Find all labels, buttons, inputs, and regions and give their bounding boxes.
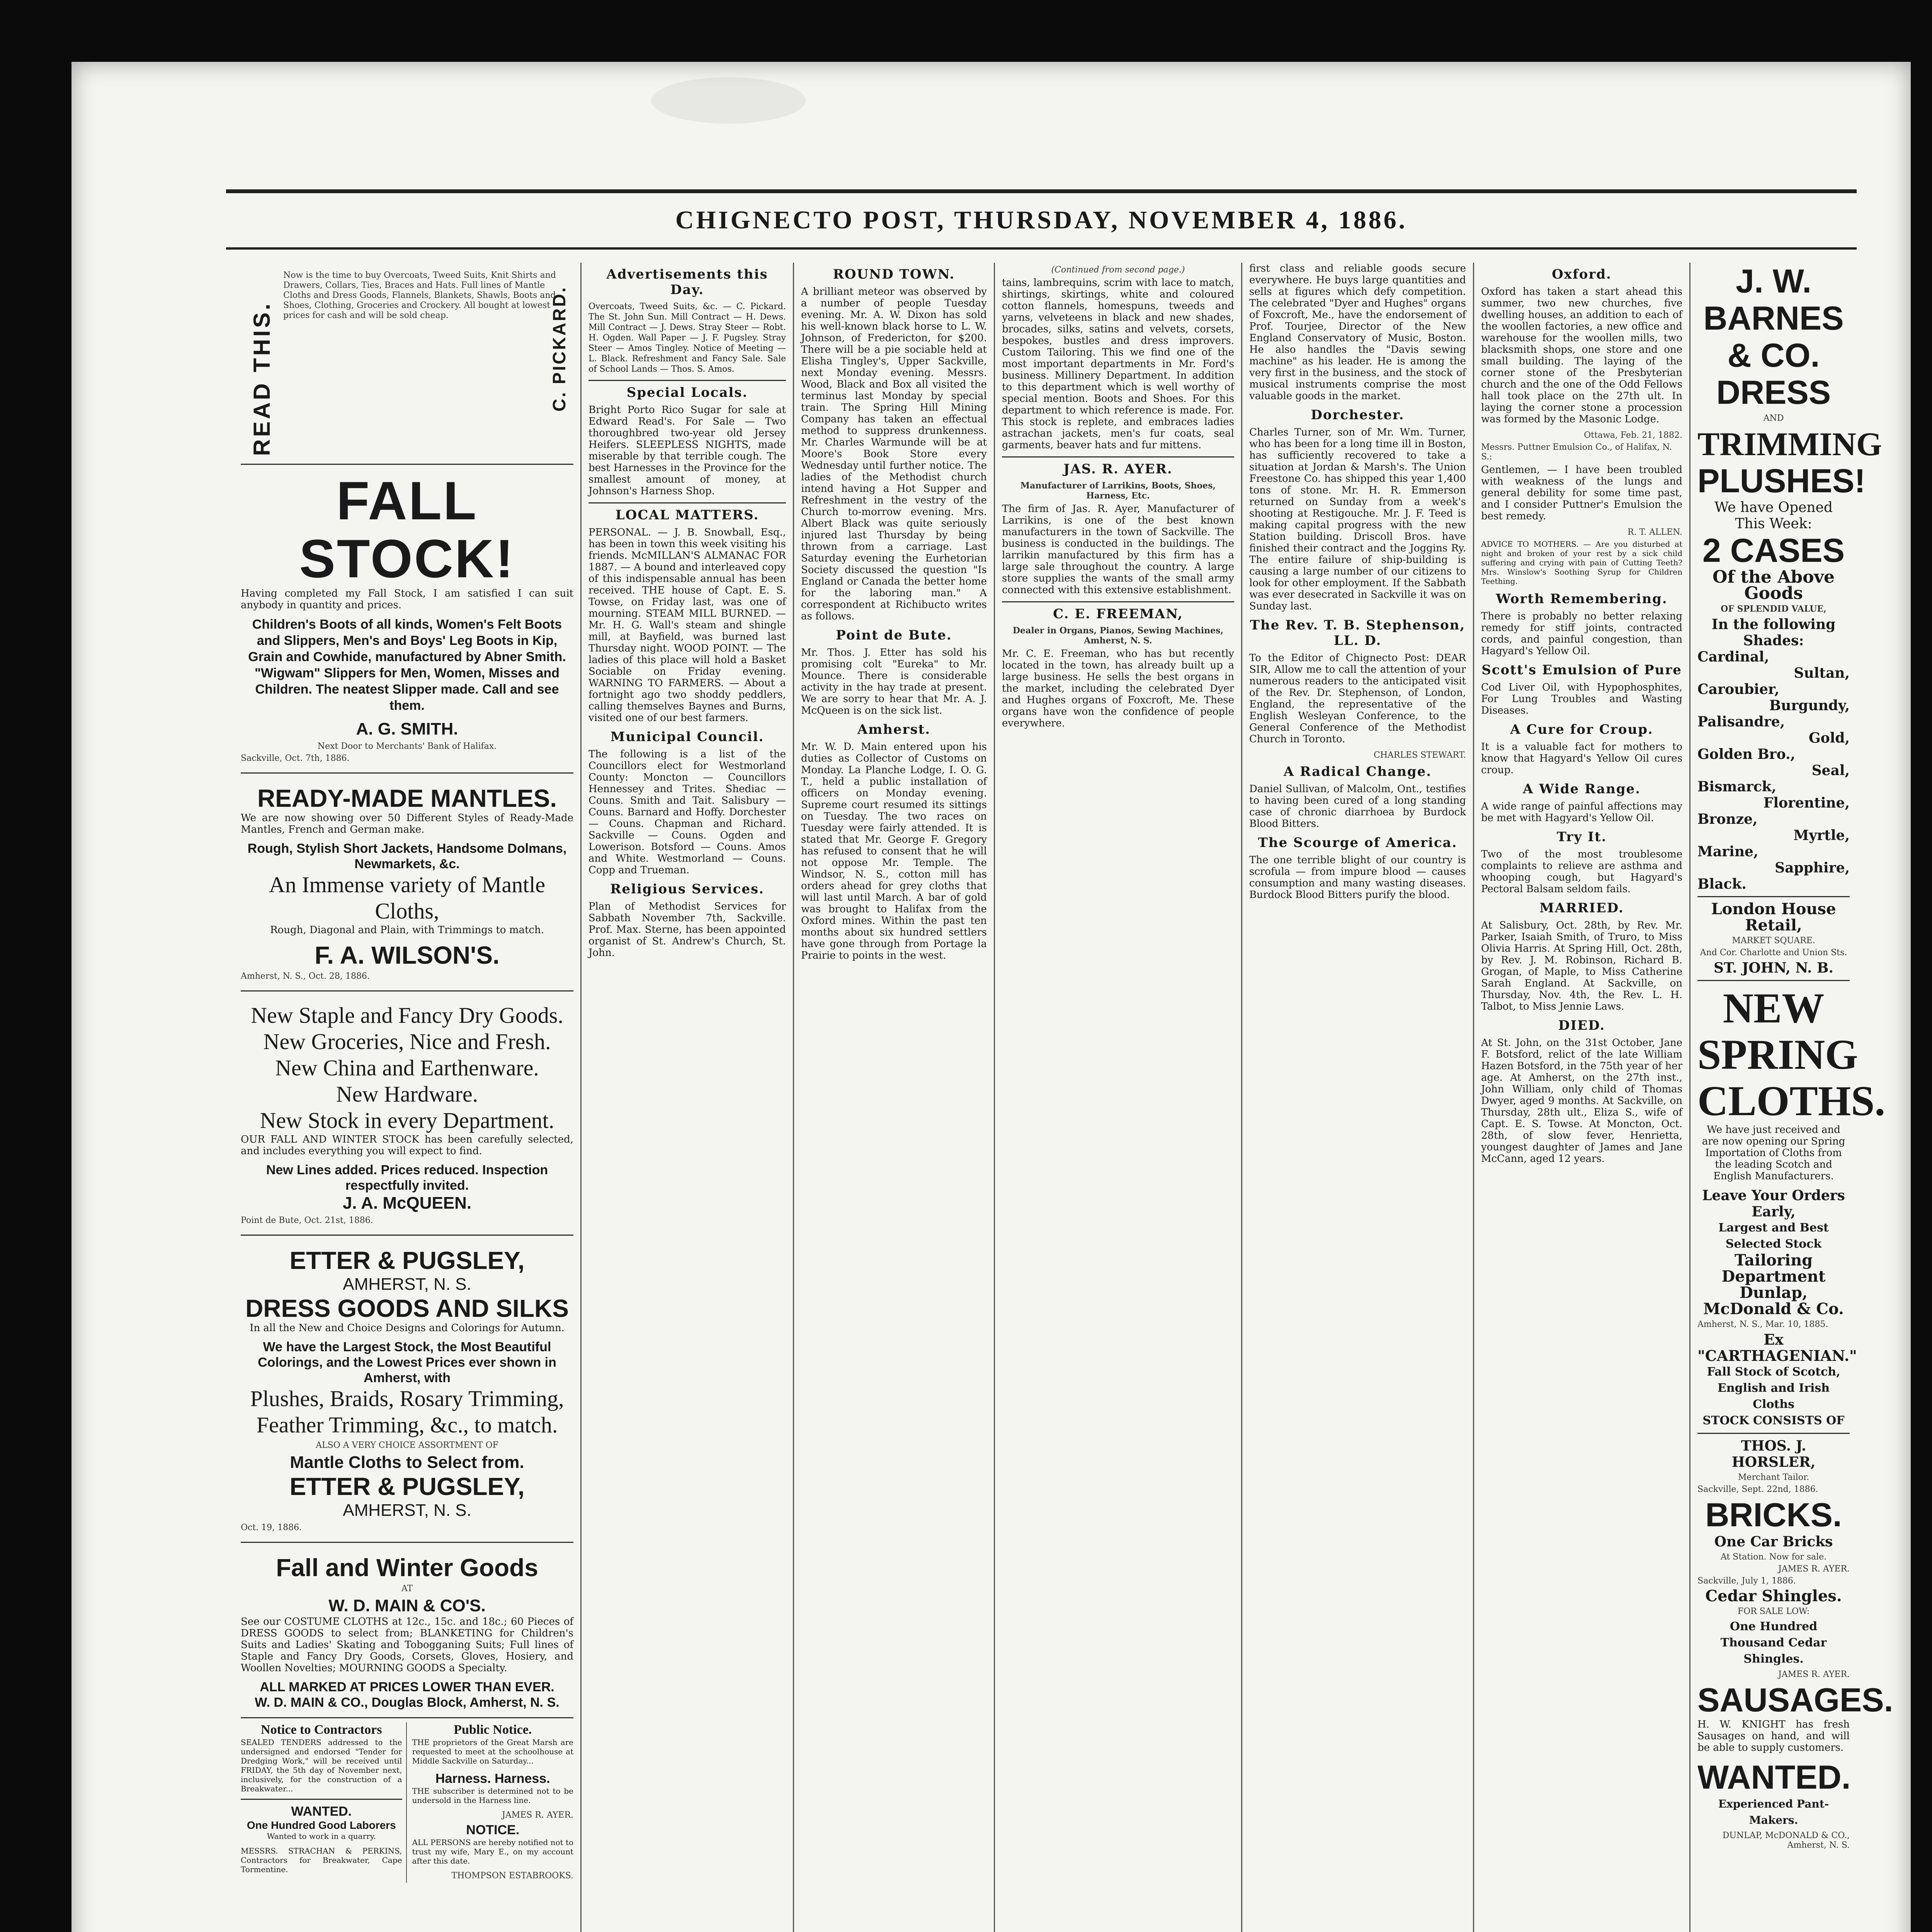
- public-notice-group: [412, 1722, 574, 1883]
- fall-stock-cloths: Fall Stock of Scotch, English and Irish Cloths: [1707, 1365, 1840, 1411]
- mcqueen-name: J. A. McQUEEN.: [342, 1194, 472, 1213]
- married-heading: MARRIED.: [1539, 900, 1624, 916]
- etter-pugsley-ad: [241, 1240, 573, 1543]
- corner-line: And Cor. Charlotte and Union Sts.: [1700, 948, 1847, 957]
- scourge-heading: The Scourge of America.: [1258, 835, 1458, 850]
- smith-address: Next Door to Merchants' Bank of Halifax.: [317, 742, 497, 751]
- public-notice-heading: Public Notice.: [454, 1723, 532, 1737]
- wanted-pant-heading: WANTED.: [1697, 1759, 1851, 1796]
- wilson-date: Amherst, N. S., Oct. 28, 1886.: [241, 971, 370, 981]
- shade-item: Golden Bro.,: [1697, 746, 1796, 762]
- winter-stock-text: OUR FALL AND WINTER STOCK has been carefully selected, and includes everything you will expect to find.: [241, 1134, 573, 1157]
- immense-line: An Immense variety of Mantle Cloths,: [269, 872, 546, 923]
- dorchester-body: Charles Turner, son of Mr. Wm. Turner, who has been for a long time ill in Boston, has sufficiently recovered to take a situation at Jordan & Marsh's. The Union Freestone Co. has shipped this year 1,400 tons of stone. Mr. H. R. Emmerson returned on Sunday from a week's shooting at Restigouche. Mr. J. F. Teed is making capital progress with the new Station building. Driscoll Bros. have finished their contract and the Joggins Ry. The entire failure of ship-building is causing a large number of our citizens to look for other employment. If the Sabbath was ever desecrated in Sackville it was on Sunday last.: [1249, 427, 1466, 612]
- carthagenian-heading: Ex "CARTHAGENIAN.": [1697, 1331, 1857, 1364]
- shade-item: Myrtle,: [1793, 827, 1850, 844]
- columns: [234, 263, 1893, 1932]
- etter-location-2: AMHERST, N. S.: [343, 1501, 471, 1520]
- mantles-sub: We are now showing over 50 Different Styles of Ready-Made Mantles, French and German make.: [241, 812, 573, 835]
- column-1: [234, 263, 582, 1932]
- shade-item: Cardinal,: [1697, 649, 1769, 665]
- harness-body: THE subscriber is determined not to be undersold in the Harness line.: [412, 1786, 573, 1805]
- round-town-body: A brilliant meteor was observed by a number of people Tuesday evening. Mr. A. W. Dixon has sold his well-known black horse to L. W. Johnson, of Fredericton, for $200. There will be a pie sociable held at Elisha Tingley's, Upper Sackville, next Monday evening. Messrs. Wood, Black and Box all visited the terminus last Monday by special train. The Spring Hill Mining Company has taken an effectual method to suppress drunkenness. Mr. Charles Warmunde will be at Moore's Book Store every Wednesday until further notice. The ladies of the Methodist church intend having a Hot Supper and Refreshment in the vestry of the Church to-morrow evening. Mrs. Albert Black was quite seriously injured last Thursday by being thrown from a carriage. Last Saturday evening the Eurhetorian Society discussed the question "Is England or Canada the better home for the laboring man." A correspondent at Richibucto writes as follows.: [801, 286, 987, 622]
- wilson-name: F. A. WILSON'S.: [315, 941, 500, 969]
- laborers-sub: Wanted to work in a quarry.: [267, 1832, 376, 1841]
- shades-list: [1697, 649, 1850, 892]
- married-body: At Salisbury, Oct. 28th, by Rev. Mr. Parker, Isaiah Smith, of Truro, to Miss Olivia Harris. At Spring Hill, Oct. 28th, by Rev. J. M. Robinson, Richard B. Grogan, of Maple, to Miss Catherine Sarah England. At Sackville, on Thursday, Nov. 4th, the Rev. L. H. Talbot, to Miss Jennie Laws.: [1481, 920, 1682, 1012]
- amherst-heading: Amherst.: [857, 722, 931, 737]
- shade-item: Black.: [1697, 876, 1747, 892]
- harness-heading: Harness. Harness.: [435, 1771, 550, 1786]
- tailoring-department: Tailoring Department: [1721, 1251, 1826, 1286]
- radical-body: Daniel Sullivan, of Malcolm, Ont., testifies to having been cured of a long standing case of chronic diarrhoea by Burdock Blood Bitters.: [1249, 783, 1466, 830]
- ayer-cedar-sig: JAMES R. AYER.: [1778, 1670, 1850, 1679]
- costume-text: See our COSTUME CLOTHS at 12c., 15c. and 18c.; 60 Pieces of DRESS GOODS to select from; BLANKETING for Children's Suits and Ladies' Skating and Tobogganing Suits; Full lines of Staple and Fancy Dry Goods, Corsets, Gloves, Hosiery, and Woollen Novelties; MOURNING GOODS a Specialty.: [241, 1616, 573, 1674]
- horsler-heading: THOS. J. HORSLER,: [1731, 1438, 1816, 1470]
- for-sale-low: FOR SALE LOW:: [1737, 1607, 1810, 1616]
- divider: [1697, 980, 1850, 981]
- wanted-heading: WANTED.: [291, 1804, 352, 1819]
- ads-today-heading: Advertisements this Day.: [606, 267, 768, 298]
- etter-date: Oct. 19, 1886.: [241, 1523, 302, 1532]
- dress-goods-heading: DRESS GOODS AND SILKS: [245, 1294, 569, 1322]
- stephenson-signature: CHARLES STEWART.: [1373, 750, 1466, 760]
- oxford-heading: Oxford.: [1552, 267, 1612, 282]
- jackets-line: Rough, Stylish Short Jackets, Handsome Dolmans, Newmarkets, &c.: [247, 841, 567, 871]
- staple-line-3: New China and Earthenware.: [275, 1055, 539, 1080]
- new-spring-cloths-heading: NEW SPRING CLOTHS.: [1697, 985, 1885, 1124]
- two-cases: 2 CASES: [1702, 532, 1845, 569]
- market-square: MARKET SQUARE.: [1732, 936, 1815, 946]
- largest-stock-text: We have the Largest Stock, the Most Beautiful Colorings, and the Lowest Prices ever shown in Amherst, with: [258, 1340, 556, 1385]
- notice-heading: NOTICE.: [466, 1823, 520, 1837]
- column-5: [1242, 263, 1474, 1932]
- also-line: ALSO A VERY CHOICE ASSORTMENT OF: [316, 1440, 498, 1450]
- puttner-address: Messrs. Puttner Emulsion Co., of Halifax, N. S.:: [1481, 442, 1672, 462]
- shade-item: Burgundy,: [1769, 697, 1850, 714]
- newspaper-page: [71, 62, 1911, 1932]
- plushes-heading: PLUSHES!: [1697, 463, 1866, 500]
- mantle-cloths-line: Mantle Cloths to Select from.: [290, 1453, 524, 1472]
- barnes-heading: J. W. BARNES & CO.: [1703, 263, 1844, 374]
- divider: [1002, 456, 1234, 457]
- divider: [1697, 896, 1850, 897]
- mantles-ad: [241, 777, 573, 992]
- freeman-heading: C. E. FREEMAN,: [1053, 606, 1183, 622]
- marked-lower-text: ALL MARKED AT PRICES LOWER THAN EVER.: [260, 1680, 554, 1694]
- sausages-body: H. W. KNIGHT has fresh Sausages on hand, and will be able to supply customers.: [1697, 1719, 1850, 1753]
- london-house: London House Retail,: [1711, 900, 1836, 934]
- freeman-body: Mr. C. E. Freeman, who has but recently located in the town, has already built up a large business. He sells the best organs in the market, including the celebrated Dyer and Hughes organs of Foxcroft, Me. These organs have won the confidence of people everywhere.: [1002, 648, 1234, 729]
- contractors-body: SEALED TENDERS addressed to the undersigned and endorsed "Tender for Dredging Work," will be received until FRIDAY, the 5th day of November next, inclusively, for the construction of a Breakwater...: [241, 1738, 402, 1793]
- shade-item: Marine,: [1697, 844, 1759, 860]
- following-line: In the following Shades:: [1711, 616, 1836, 649]
- religious-heading: Religious Services.: [610, 881, 764, 897]
- worth-heading: Worth Remembering.: [1496, 591, 1668, 607]
- contractors-heading: Notice to Contractors: [261, 1723, 382, 1737]
- dunlap-heading: Dunlap, McDonald & Co.: [1703, 1284, 1844, 1318]
- at-line: AT: [401, 1584, 413, 1594]
- notice-body: ALL PERSONS are hereby notified not to trust my wife, Mary E., on my account after this date.: [412, 1838, 573, 1866]
- mcqueen-date: Point de Bute, Oct. 21st, 1886.: [241, 1216, 373, 1225]
- leave-orders: Leave Your Orders Early,: [1702, 1187, 1845, 1220]
- scourge-body: The one terrible blight of our country is scrofula — from impure blood — causes consumption and many wasting diseases. Burdock Blood Bitters purify the blood.: [1249, 854, 1466, 901]
- ayer-subheading: Manufacturer of Larrikins, Boots, Shoes, Harness, Etc.: [1020, 481, 1216, 501]
- shade-item: Seal,: [1811, 762, 1850, 779]
- shade-item: Caroubier,: [1697, 681, 1779, 697]
- municipal-heading: Municipal Council.: [610, 729, 764, 745]
- pant-makers: Experienced Pant-Makers.: [1718, 1798, 1829, 1827]
- main-co-signature: W. D. MAIN & CO., Douglas Block, Amherst, N. S.: [255, 1695, 560, 1710]
- divider: [588, 502, 786, 503]
- ayer-heading: JAS. R. AYER.: [1063, 461, 1173, 477]
- stock-consists: STOCK CONSISTS OF: [1702, 1414, 1845, 1427]
- etter-heading: ETTER & PUGSLEY,: [289, 1247, 525, 1274]
- ayer-bricks-sig: JAMES R. AYER.: [1778, 1564, 1850, 1574]
- cedar-heading: Cedar Shingles.: [1705, 1587, 1842, 1605]
- dress-heading: DRESS: [1716, 374, 1831, 411]
- notice-signature: THOMPSON ESTABROOKS.: [451, 1871, 573, 1881]
- plushes-line: Plushes, Braids, Rosary Trimming, Feather Trimming, &c., to match.: [250, 1386, 564, 1437]
- smith-name: A. G. SMITH.: [356, 719, 458, 738]
- read-this-heading: READ THIS.: [249, 301, 275, 456]
- divider: [1002, 601, 1234, 602]
- croup-body: It is a valuable fact for mothers to know that Hagyard's Yellow Oil cures croup.: [1481, 741, 1682, 776]
- special-locals-body: Bright Porto Rico Sugar for sale at Edward Read's. For Sale — Two thoroughbred two-year old Jersey Heifers. SLEEPLESS NIGHTS, made miserable by that terrible cough. The best Harnesses in the Province for the smallest amount of money, at Johnson's Harness Shop.: [588, 404, 786, 497]
- round-town-heading: ROUND TOWN.: [833, 267, 955, 282]
- smith-date: Sackville, Oct. 7th, 1886.: [241, 753, 350, 763]
- dorchester-heading: Dorchester.: [1311, 407, 1405, 423]
- fall-stock-ad: [241, 465, 573, 774]
- dunlap-date: Amherst, N. S., Mar. 10, 1885.: [1697, 1320, 1828, 1329]
- column-7: [1690, 263, 1893, 1932]
- wide-range-heading: A Wide Range.: [1523, 781, 1641, 797]
- merchant-tailor: Merchant Tailor.: [1738, 1473, 1810, 1482]
- scotts-body: Cod Liver Oil, with Hypophosphites, For Lung Troubles and Wasting Diseases.: [1481, 682, 1682, 716]
- divider: [241, 1799, 402, 1800]
- spring-body: We have just received and are now opening our Spring Importation of Cloths from the leading Scotch and English Manufacturers.: [1702, 1124, 1845, 1182]
- fall-stock-heading: FALL STOCK!: [299, 470, 515, 589]
- scotts-heading: Scott's Emulsion of Pure: [1481, 662, 1682, 678]
- laborers-heading: One Hundred Good Laborers: [247, 1819, 396, 1831]
- local-matters-heading: LOCAL MATTERS.: [615, 507, 759, 523]
- freeman-subheading: Dealer in Organs, Pianos, Sewing Machines, Amherst, N. S.: [1012, 626, 1224, 646]
- mcqueen-ad: [241, 995, 573, 1236]
- ayer-signature: JAMES R. AYER.: [502, 1810, 573, 1820]
- municipal-body: The following is a list of the Councillors elect for Westmorland County: Moncton — Councillors Hennessey and Trites. Shediac — Couns. Smith and Tait. Salisbury — Couns. Barnard and Hoffy. Dorchester — Couns. Chapman and Richard. Sackville — Couns. Ogden and Lowerison. Botsford — Couns. Amos and White. Westmorland — Couns. Copp and Trueman.: [588, 748, 786, 876]
- splendid-line: OF SPLENDID VALUE,: [1721, 604, 1827, 614]
- died-heading: DIED.: [1558, 1018, 1605, 1033]
- column-4: [995, 263, 1242, 1932]
- mothers-advice: ADVICE TO MOTHERS. — Are you disturbed at night and broken of your rest by a sick child suffering and crying with pain of Cutting Teeth? Mrs. Winslow's Soothing Syrup for Children Teething.: [1481, 539, 1682, 586]
- contractors-notice: [241, 1722, 407, 1883]
- puttner-signature: R. T. ALLEN.: [1628, 527, 1682, 537]
- worth-body: There is probably no better relaxing remedy for stiff joints, contracted cords, and painful congestion, than Hagyard's Yellow Oil.: [1481, 611, 1682, 657]
- dress-goods-sub: In all the New and Choice Designs and Colorings for Autumn.: [250, 1322, 565, 1334]
- bottom-notices: [241, 1722, 573, 1883]
- read-this-body: Now is the time to buy Overcoats, Tweed Suits, Knit Shirts and Drawers, Collars, Ties, Braces and Hats. Full lines of Mantle Cloths and Dress Goods, Flannels, Blankets, Shawls, Boots and Shoes, Clothing, Groceries and Crockery. All bought at lowest prices for cash and will be sold cheap.: [283, 270, 556, 320]
- try-it-body: Two of the most troublesome complaints to relieve are asthma and whooping cough, but Hagyard's Pectoral Balsam seldom fails.: [1481, 849, 1682, 895]
- read-this-signature: C. PICKARD.: [549, 286, 569, 412]
- staple-line-2: New Groceries, Nice and Fresh.: [263, 1029, 551, 1054]
- continued-note: (Continued from second page.): [1051, 265, 1185, 275]
- ayer-bricks-date: Sackville, July 1, 1886.: [1697, 1576, 1796, 1586]
- paper-stain: [651, 77, 806, 124]
- croup-heading: A Cure for Croup.: [1510, 722, 1653, 737]
- died-body: At St. John, on the 31st October, Jane F. Botsford, relict of the late William Hazen Botsford, in the 75th year of her age. At Amherst, on the 27th inst., John William, only child of Thomas Dwyer, aged 9 months. At Sackville, on Thursday, 28th ult., Eliza S., wife of Capt. E. S. Towse. At Moncton, Oct. 28th, of slow fever, Henrietta, youngest daughter of James and Jane McCann, aged 12 years.: [1481, 1037, 1682, 1165]
- main-co-ad: [241, 1547, 573, 1718]
- shade-item: Palisandre,: [1697, 714, 1785, 730]
- religious-body: Plan of Methodist Services for Sabbath November 7th, Sackville. Prof. Max. Sterne, has been appointed organist of St. Andrew's Church, St. John.: [588, 901, 786, 959]
- main-co-name: W. D. MAIN & CO'S.: [328, 1596, 486, 1615]
- public-notice-body: THE proprietors of the Great Marsh are requested to meet at the schoolhouse at Middle Sackville on Saturday...: [412, 1738, 573, 1765]
- fall-stock-intro: Having completed my Fall Stock, I am satisfied I can suit anybody in quantity and prices.: [241, 588, 573, 611]
- oxford-body: Oxford has taken a start ahead this summer, two new churches, five dwelling houses, an addition to each of the woollen factories, a new office and warehouse for the woollen mills, two blacksmith shops, one store and one small building. The laying of the corner stone of the Presbyterian church and the one of the Odd Fellows hall took place on the 27th ult. In laying the corner stone a procession was formed by the Masonic Lodge.: [1481, 286, 1682, 425]
- etter-heading-2: ETTER & PUGSLEY,: [289, 1473, 525, 1500]
- ayer-body: The firm of Jas. R. Ayer, Manufacturer of Larrikins, is one of the best known manufacturers in the town of Sackville. The business is conducted in the buildings. The larrikin manufactured by this firm has a large sale throughout the country. A large store supplies the wants of the small army connected with this extensive establishment.: [1002, 503, 1234, 596]
- etter-location: AMHERST, N. S.: [343, 1275, 471, 1294]
- try-it-heading: Try It.: [1556, 829, 1607, 845]
- shade-item: Sapphire,: [1775, 860, 1850, 876]
- stephenson-heading: The Rev. T. B. Stephenson, LL. D.: [1250, 617, 1466, 648]
- hundred-thousand: One Hundred Thousand Cedar Shingles.: [1720, 1620, 1827, 1666]
- sausages-heading: SAUSAGES.: [1697, 1682, 1893, 1719]
- mantles-heading: READY-MADE MANTLES.: [257, 784, 557, 812]
- new-lines-text: New Lines added. Prices reduced. Inspection respectfully invited.: [266, 1163, 548, 1193]
- ottawa-dateline: Ottawa, Feb. 21, 1882.: [1584, 430, 1682, 440]
- special-locals-heading: Special Locals.: [626, 385, 748, 400]
- trimming-heading: TRIMMING: [1697, 425, 1882, 463]
- puttner-body: Gentlemen, — I have been troubled with weakness of the lungs and general debility for some time past, and I consider Puttner's Emulsion the best remedy.: [1481, 464, 1682, 522]
- shade-item: Bismarck,: [1697, 779, 1777, 795]
- column-3: [794, 263, 995, 1932]
- radical-heading: A Radical Change.: [1283, 764, 1432, 779]
- strachan-text: MESSRS. STRACHAN & PERKINS, Contractors for Breakwater, Cape Tormentine.: [241, 1846, 402, 1874]
- above-goods: Of the Above Goods: [1712, 567, 1835, 603]
- stephenson-body: To the Editor of Chignecto Post: DEAR SIR, Allow me to call the attention of your numerous readers to the anticipated visit of the Rev. Dr. Stephenson, of London, England, the representative of the English Wesleyan Conference, to the General Conference of the Methodist Church in Toronto.: [1249, 652, 1466, 745]
- bricks-heading: BRICKS.: [1705, 1497, 1842, 1534]
- fall-winter-heading: Fall and Winter Goods: [276, 1554, 538, 1582]
- shade-item: Sultan,: [1794, 665, 1850, 681]
- local-matters-body: PERSONAL. — J. B. Snowball, Esq., has been in town this week visiting his friends. McMILLAN'S ALMANAC FOR 1887. — A bound and interleaved copy of this indispensable annual has been received. THE house of Capt. E. S. Towse, on Friday last, was one of mourning. STEAM MILL BURNED. — Mr. H. G. Wall's steam and shingle mill, at Bayfield, was burned last Thursday night. WOOD POINT. — The ladies of this place will hold a Basket Sociable on Friday evening. WARNING TO FARMERS. — About a fortnight ago two shoddy peddlers, calling themselves Baynes and Burns, visited one of our best farmers.: [588, 527, 786, 724]
- opened-line: We have Opened This Week:: [1714, 500, 1833, 532]
- divider: [588, 380, 786, 381]
- dunlap-signature: DUNLAP, McDONALD & CO., Amherst, N. S.: [1722, 1831, 1850, 1850]
- shade-item: Bronze,: [1697, 811, 1758, 827]
- shade-item: Florentine,: [1763, 795, 1850, 811]
- amherst-body: Mr. W. D. Main entered upon his duties as Collector of Customs on Monday. La Planche Lodge, I. O. G. T., held a public installation of officers on Monday evening. Supreme court resumed its sittings on Tuesday. The two races on Tuesday were fairly attended. It is stated that Mr. George F. Gregory has refused to consent that he will not oppose Mr. Temple. The Windsor, N. S., cotton mill has orders ahead for grey cloths that will last until March. A bar of gold was brought to Halifax from the Oxford mines. Within the past ten months about six hundred settlers have gone through from Portage la Prairie to points in the west.: [801, 741, 987, 961]
- column-5-lead: first class and reliable goods secure everywhere. He buys large quantities and sells at figures which defy competition. The celebrated "Dyer and Hughes" organs of Foxcroft, Me., have the endorsement of Prof. Tourjee, Director of the New England Conservatory of Music, Boston. He also handles the "Davis sewing machine" as his leader. He is among the very first in the business, and the stock of musical instruments comprise the most valuable goods in the market.: [1249, 263, 1466, 402]
- car-bricks: One Car Bricks: [1714, 1534, 1833, 1550]
- shade-item: Gold,: [1808, 730, 1850, 746]
- immense-sub: Rough, Diagonal and Plain, with Trimmings to match.: [270, 924, 544, 936]
- st-john-line: ST. JOHN, N. B.: [1714, 960, 1833, 976]
- staple-line-1: New Staple and Fancy Dry Goods.: [251, 1003, 563, 1028]
- car-bricks-sub: At Station. Now for sale.: [1720, 1552, 1827, 1562]
- staple-line-5: New Stock in every Department.: [260, 1108, 554, 1133]
- wide-range-body: A wide range of painful affections may be met with Hagyard's Yellow Oil.: [1481, 801, 1682, 824]
- ads-today-list: Overcoats, Tweed Suits, &c. — C. Pickard. The St. John Sun. Mill Contract — H. Dews. Mill Contract — J. Dews. Stray Steer — Robt. H. Ogden. Wall Paper — J. F. Pugsley. Stray Steer — Amos Tingley. Notice of Meeting — L. Black. Refreshment and Fancy Sale. Sale of School Lands — Thos. S. Amos.: [588, 302, 786, 374]
- horsler-date: Sackville, Sept. 22nd, 1886.: [1697, 1485, 1818, 1494]
- masthead: CHIGNECTO POST, THURSDAY, NOVEMBER 4, 1886.: [226, 189, 1857, 250]
- divider: [1697, 1433, 1850, 1434]
- column-6: [1474, 263, 1690, 1932]
- read-this-ad: [241, 263, 573, 465]
- largest-stock: Largest and Best Selected Stock: [1718, 1221, 1829, 1251]
- point-de-bute-body: Mr. Thos. J. Etter has sold his promising colt "Eureka" to Mr. Mounce. There is considerable activity in the hay trade at present. We are sorry to hear that Mr. A. J. McQueen is on the sick list.: [801, 647, 987, 716]
- column-2: [582, 263, 794, 1932]
- staple-line-4: New Hardware.: [336, 1082, 478, 1107]
- point-de-bute-heading: Point de Bute.: [836, 628, 952, 643]
- and-line: AND: [1763, 413, 1784, 423]
- continued-body: tains, lambrequins, scrim with lace to match, shirtings, skirtings, white and coloured cotton flannels, homespuns, tweeds and yarns, velveteens in black and new shades, brocades, silks, satins and velvets, corsets, bespokes, bustles and dress improvers. Custom Tailoring. This we find one of the most important departments in Mr. Ford's business. Millinery Department. In addition to this department which is well worthy of special mention. Boots and Shoes. For this department to which reference is made. For. This stock is replete, and embraces ladies astrachan jackets, men's fur coats, seal garments, beaver hats and fur mittens.: [1002, 277, 1234, 451]
- fall-stock-body: Children's Boots of all kinds, Women's Felt Boots and Slippers, Men's and Boys' Leg Boots in Kip, Grain and Cowhide, manufactured by Abner Smith. "Wigwam" Slippers for Men, Women, Misses and Children. The neatest Slipper made. Call and see them.: [248, 617, 566, 713]
